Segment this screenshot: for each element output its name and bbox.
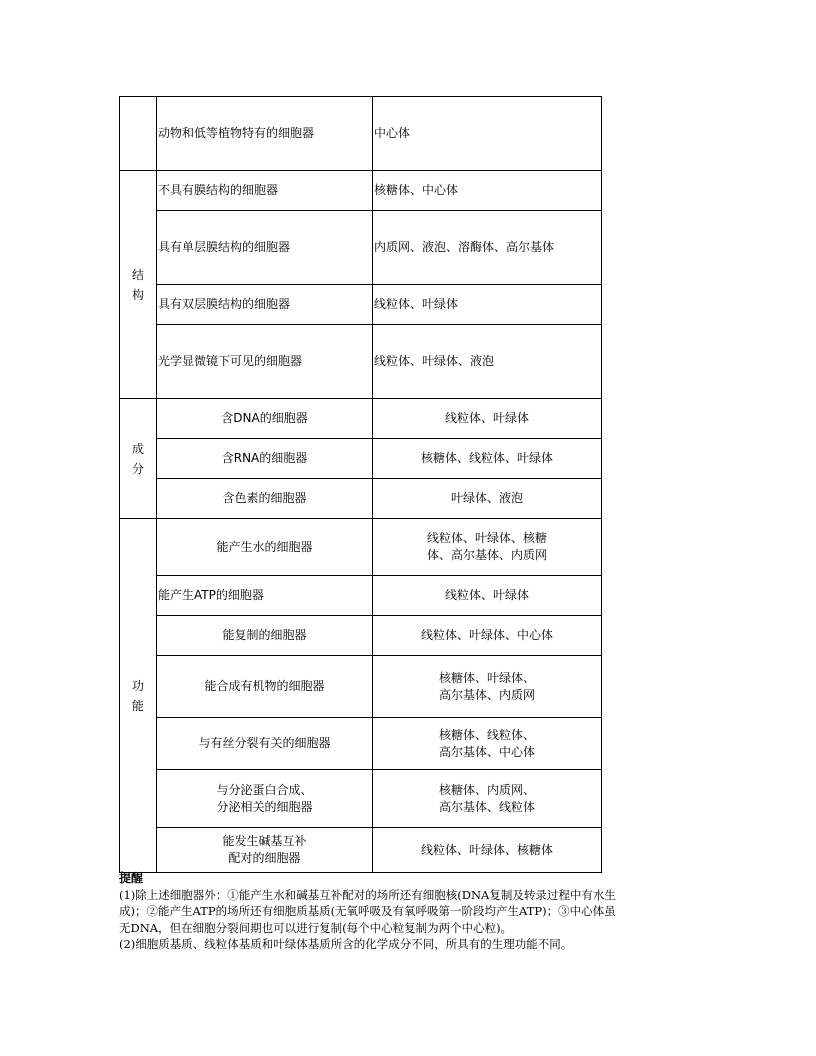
group-cell	[120, 97, 157, 171]
organelle-value-cell: 核糖体、线粒体、叶绿体	[373, 439, 602, 479]
note-item-1: (1)除上述细胞器外：①能产生水和碱基互补配对的场所还有细胞核(DNA复制及转录过程中有水生成)；②能产生ATP的场所还有细胞质基质(无氧呼吸及有氧呼吸第一阶段均产生ATP)；③中心体虽无DNA，但在细胞分裂间期也可以进行复制(每个中心粒复制为两个中心粒)。	[119, 887, 616, 935]
table-row	[120, 325, 602, 399]
table-row	[120, 211, 602, 285]
organelle-category-cell: 能产生ATP的细胞器	[157, 576, 373, 616]
organelle-category-cell: 与有丝分裂有关的细胞器	[157, 718, 373, 770]
group-cell	[120, 399, 157, 519]
table-row	[120, 656, 602, 718]
note-item-2: (2)细胞质基质、线粒体基质和叶绿体基质所含的化学成分不同，所具有的生理功能不同。	[119, 937, 573, 951]
organelle-value-cell: 线粒体、叶绿体	[373, 399, 602, 439]
group-label: 功能	[131, 678, 144, 713]
table-row	[120, 576, 602, 616]
group-label: 成分	[131, 441, 144, 476]
organelle-value-cell: 线粒体、叶绿体、核糖体	[373, 828, 602, 873]
organelle-value-cell: 核糖体、内质网、 高尔基体、线粒体	[373, 770, 602, 828]
organelle-value-cell: 线粒体、叶绿体、中心体	[373, 616, 602, 656]
organelle-category-cell: 能产生水的细胞器	[157, 519, 373, 576]
organelle-value-cell: 核糖体、中心体	[373, 171, 602, 211]
table-row	[120, 718, 602, 770]
table-row	[120, 616, 602, 656]
table-row	[120, 285, 602, 325]
table-row	[120, 97, 602, 171]
organelle-value-cell: 中心体	[373, 97, 602, 171]
organelle-value-cell: 核糖体、叶绿体、 高尔基体、内质网	[373, 656, 602, 718]
organelle-value-cell: 叶绿体、液泡	[373, 479, 602, 519]
table-row	[120, 171, 602, 211]
table-row	[120, 399, 602, 439]
table-row	[120, 519, 602, 576]
group-cell	[120, 519, 157, 873]
organelle-category-cell: 动物和低等植物特有的细胞器	[157, 97, 373, 171]
organelle-value-cell: 线粒体、叶绿体、液泡	[373, 325, 602, 399]
organelle-table	[119, 96, 602, 873]
organelle-category-cell: 具有单层膜结构的细胞器	[157, 211, 373, 285]
group-label: 结构	[131, 267, 144, 302]
organelle-value-cell: 线粒体、叶绿体、核糖 体、高尔基体、内质网	[373, 519, 602, 576]
organelle-value-cell: 核糖体、线粒体、 高尔基体、中心体	[373, 718, 602, 770]
organelle-category-cell: 含色素的细胞器	[157, 479, 373, 519]
notes-section	[119, 870, 619, 953]
organelle-value-cell: 内质网、液泡、溶酶体、高尔基体	[373, 211, 602, 285]
organelle-value-cell: 线粒体、叶绿体	[373, 576, 602, 616]
organelle-category-cell: 具有双层膜结构的细胞器	[157, 285, 373, 325]
group-cell	[120, 171, 157, 399]
organelle-category-cell: 能合成有机物的细胞器	[157, 656, 373, 718]
organelle-category-cell: 能发生碱基互补 配对的细胞器	[157, 828, 373, 873]
organelle-category-cell: 能复制的细胞器	[157, 616, 373, 656]
organelle-category-cell: 含DNA的细胞器	[157, 399, 373, 439]
table-row	[120, 770, 602, 828]
organelle-category-cell: 不具有膜结构的细胞器	[157, 171, 373, 211]
organelle-value-cell: 线粒体、叶绿体	[373, 285, 602, 325]
table-row	[120, 828, 602, 873]
organelle-category-cell: 含RNA的细胞器	[157, 439, 373, 479]
organelle-category-cell: 光学显微镜下可见的细胞器	[157, 325, 373, 399]
notes-title: 提醒	[119, 871, 144, 885]
table-row	[120, 479, 602, 519]
organelle-category-cell: 与分泌蛋白合成、 分泌相关的细胞器	[157, 770, 373, 828]
table-row	[120, 439, 602, 479]
